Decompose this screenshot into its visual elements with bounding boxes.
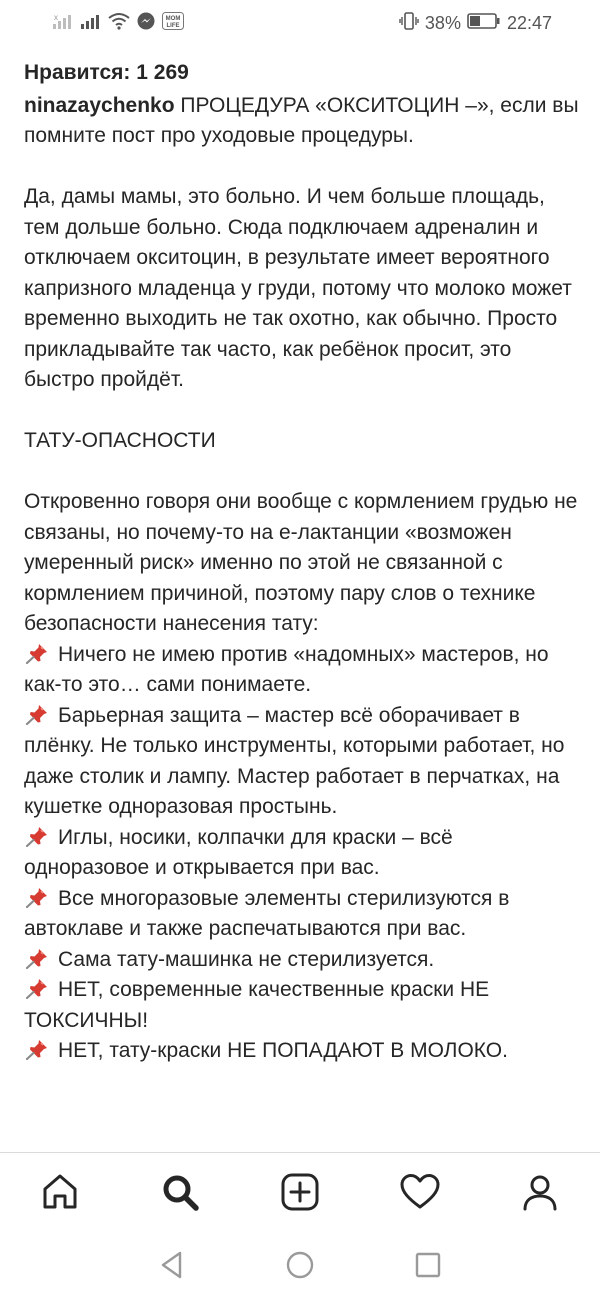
system-recents-button[interactable] — [408, 1247, 448, 1287]
blank-line — [24, 457, 580, 488]
new-post-icon — [280, 1172, 320, 1217]
caption-intro — [24, 91, 580, 152]
caption-paragraph-3: Откровенно говоря они вообще с кормлением грудью не связаны, но почему-то на е-лактанции «возможен умеренный риск» именно по этой не связанной с кормлением причиной, поэтому пару слов о технике безопасности нанесения тату: — [24, 490, 578, 635]
messenger-icon — [136, 11, 156, 36]
mom-life-badge — [162, 12, 184, 35]
wifi-icon — [108, 12, 130, 35]
post-caption-area — [24, 58, 580, 1067]
bullet-text: Сама тату-машинка не стерилизуется. — [58, 947, 435, 971]
status-bar — [0, 0, 600, 46]
bullet-item — [24, 640, 580, 701]
battery-icon — [467, 12, 501, 35]
bullet-text: НЕТ, современные качественные краски НЕ ТОКСИЧНЫ! — [24, 978, 490, 1032]
svg-text:LIFE: LIFE — [166, 22, 180, 29]
svg-text:x: x — [54, 12, 58, 22]
pushpin-icon — [24, 825, 50, 847]
bullet-text: НЕТ, тату-краски НЕ ПОПАДАЮТ В МОЛОКО. — [58, 1039, 508, 1062]
recents-icon — [414, 1251, 442, 1284]
caption-paragraph-2: Да, дамы мамы, это больно. И чем больше площадь, тем дольше больно. Сюда подключаем адреналин и отключаем окситоцин, в результате имеет вероятного капризного младенца у груди, потому что молоко может временно выходить не так охотно, как обычно. Просто прикладывайте так часто, как ребёнок просит, это быстро пройдёт. — [24, 185, 572, 391]
nav-profile-button[interactable] — [510, 1164, 570, 1224]
svg-text:MOM: MOM — [165, 15, 181, 22]
nav-search-button[interactable] — [150, 1164, 210, 1224]
pushpin-icon — [24, 1038, 50, 1060]
pushpin-icon — [24, 977, 50, 999]
caption-first-text: ПРОЦЕДУРА «ОКСИТОЦИН –», если вы помните пост про уходовые процедуры. — [24, 93, 579, 147]
bullet-item — [24, 945, 580, 976]
bullet-text: Барьерная защита – мастер всё оборачивает в плёнку. Не только инструменты, которыми работает, но даже столик и лампу. Мастер работает в перчатках, на кушетке одноразовая простынь. — [24, 703, 565, 818]
system-home-button[interactable] — [280, 1247, 320, 1287]
caption-username[interactable]: ninazaychenko — [24, 93, 175, 117]
nav-home-button[interactable] — [30, 1164, 90, 1224]
bullet-item — [24, 701, 580, 823]
home-circle-icon — [285, 1250, 315, 1285]
system-back-button[interactable] — [152, 1247, 192, 1287]
pushpin-icon — [24, 947, 50, 969]
likes-count[interactable]: Нравится: 1 269 — [24, 61, 189, 84]
clock: 22:47 — [506, 12, 552, 33]
blank-line — [24, 152, 580, 183]
search-icon — [160, 1172, 200, 1217]
bottom-nav — [0, 1153, 600, 1235]
profile-icon — [520, 1172, 560, 1217]
blank-line — [24, 396, 580, 427]
caption-heading: ТАТУ-ОПАСНОСТИ — [24, 429, 216, 452]
home-icon — [40, 1172, 80, 1217]
bullet-item — [24, 975, 580, 1036]
pushpin-icon — [24, 642, 50, 664]
pushpin-icon — [24, 886, 50, 908]
signal-icon — [80, 12, 102, 35]
battery-percent: 38% — [424, 12, 461, 33]
no-sim-signal-icon — [52, 12, 74, 35]
bullet-item — [24, 1036, 580, 1067]
heart-icon — [399, 1172, 441, 1217]
system-nav-bar — [0, 1235, 600, 1299]
nav-activity-button[interactable] — [390, 1164, 450, 1224]
nav-new-post-button[interactable] — [270, 1164, 330, 1224]
bullet-text: Все многоразовые элементы стерилизуются в автоклаве и также распечатываются при вас. — [24, 886, 510, 940]
back-icon — [158, 1250, 186, 1285]
bullet-text: Иглы, носики, колпачки для краски – всё одноразовое и открывается при вас. — [24, 825, 453, 879]
vibrate-icon — [399, 12, 419, 35]
pushpin-icon — [24, 703, 50, 725]
status-right — [399, 12, 552, 35]
bullet-text: Ничего не имею против «надомных» мастеров, но как-то это… сами понимаете. — [24, 642, 549, 696]
status-left — [52, 11, 184, 36]
bullet-item — [24, 823, 580, 884]
bullet-item — [24, 884, 580, 945]
